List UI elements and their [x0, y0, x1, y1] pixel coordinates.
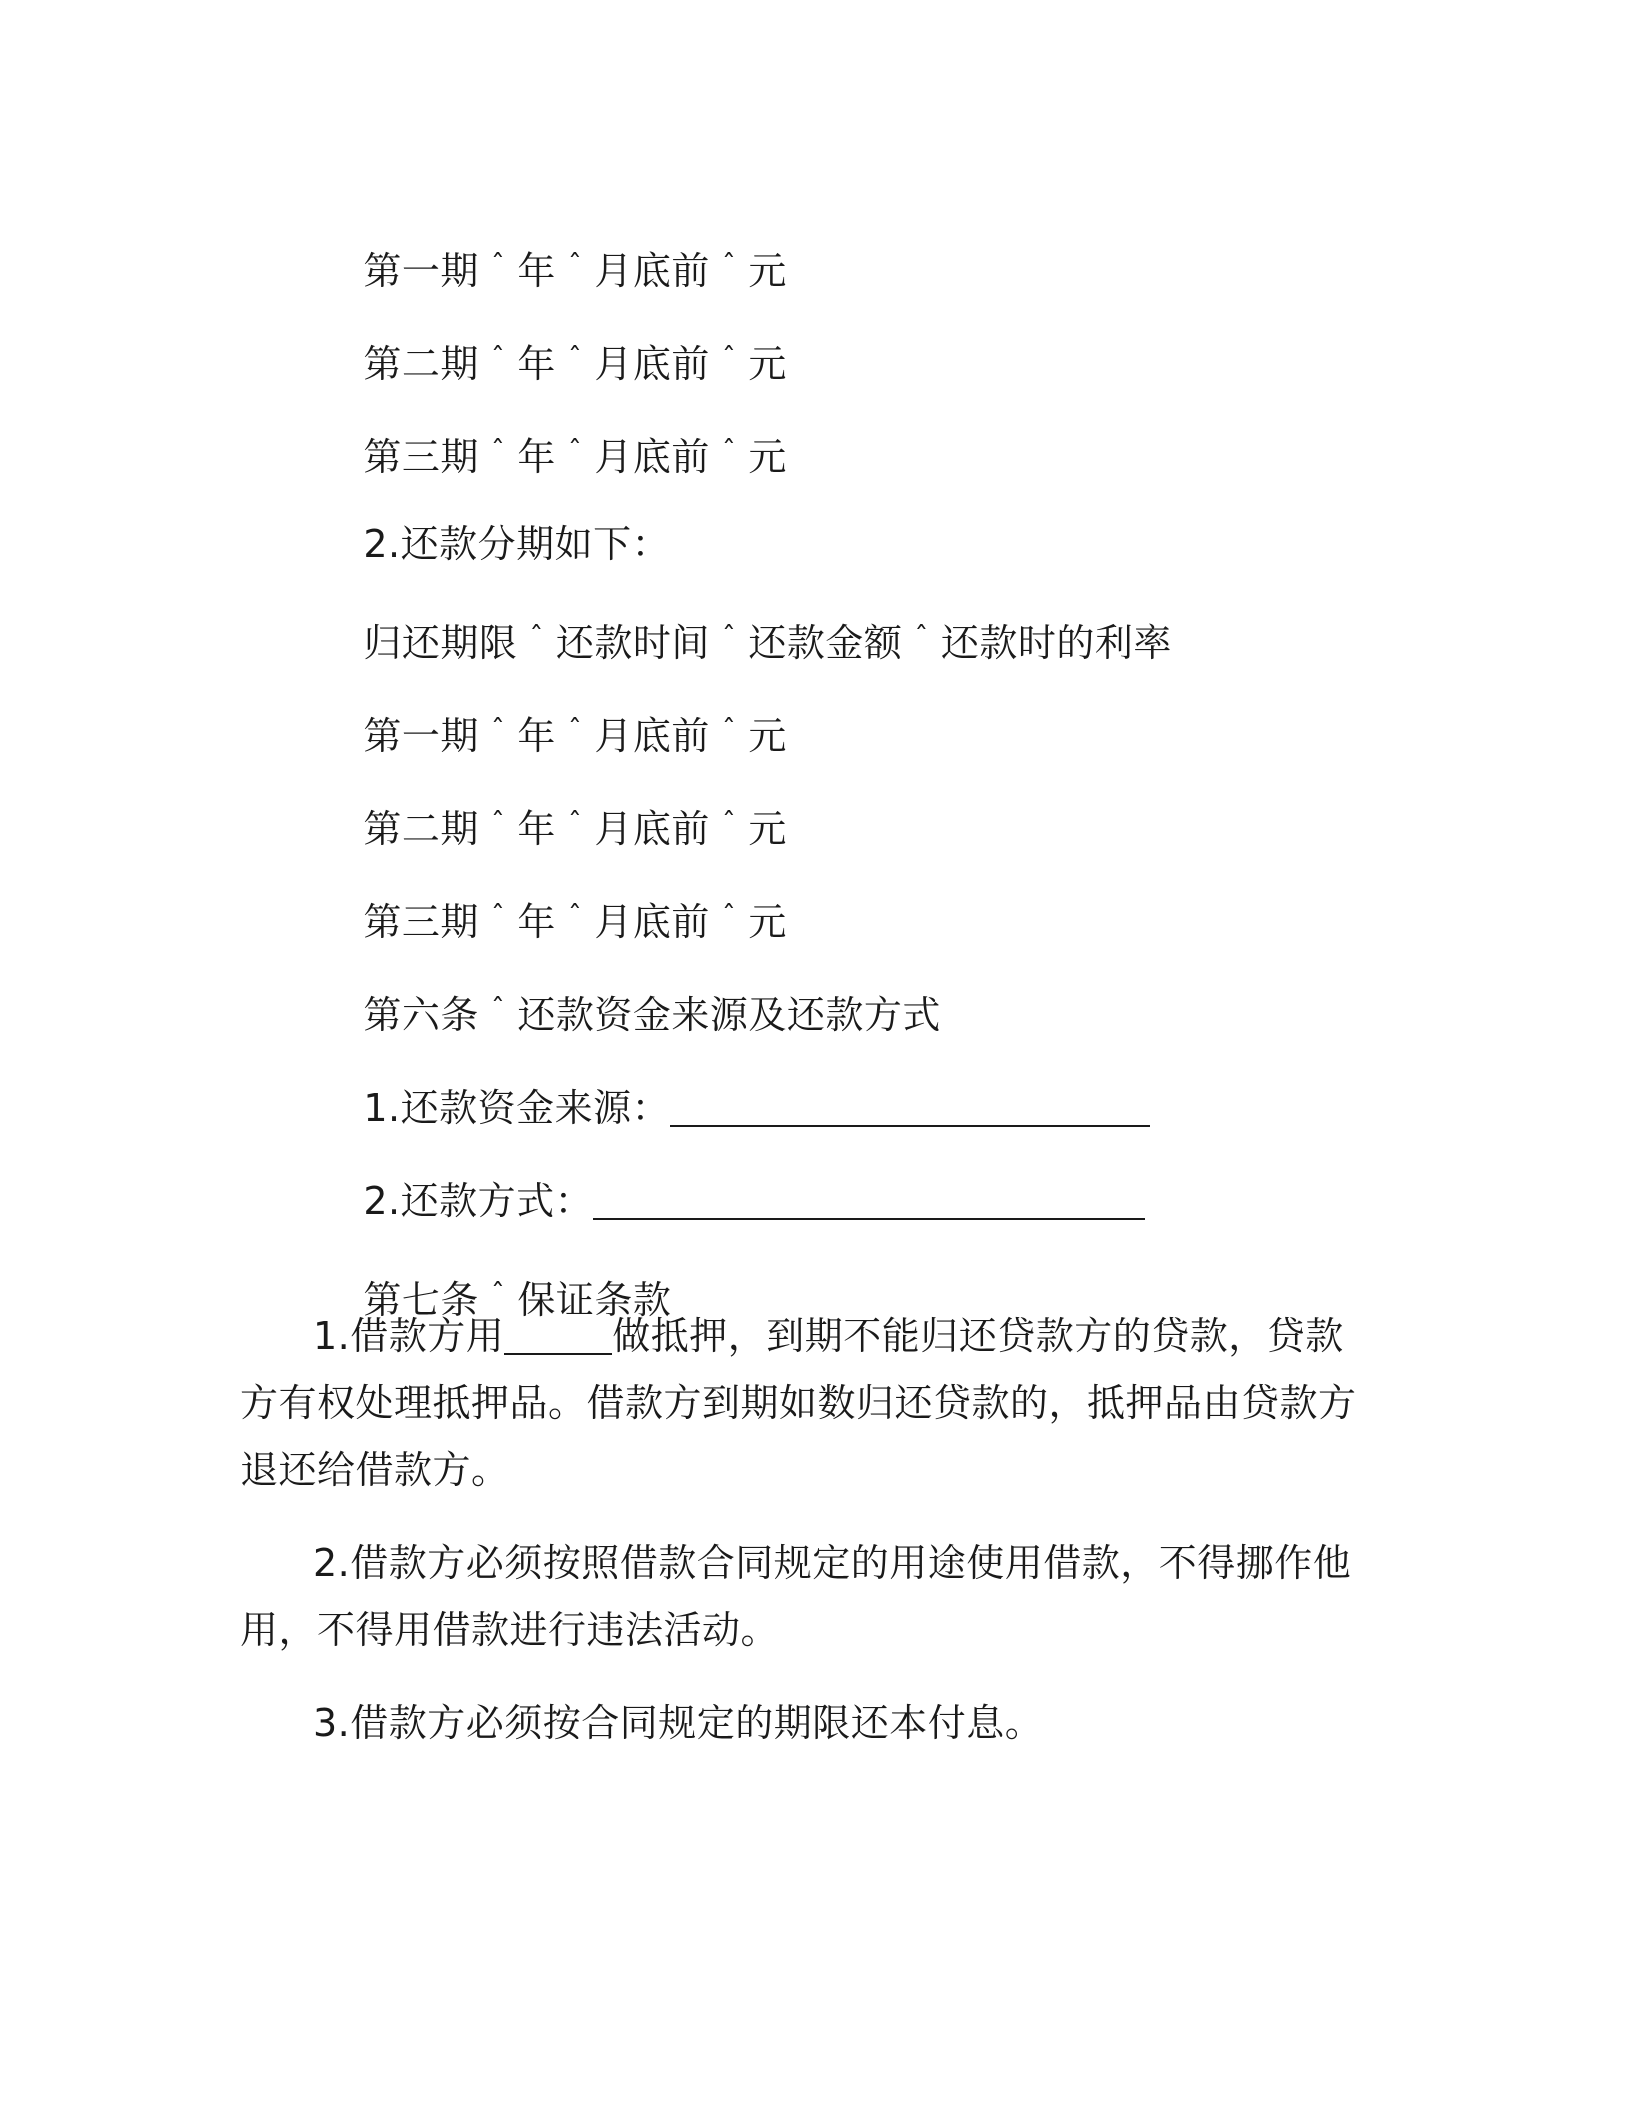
clause-1-paragraph: [240, 1303, 1380, 1504]
line-text: 第一期: [363, 249, 479, 293]
line-text: 保证条款: [517, 1278, 672, 1322]
line-text: 2.还款方式：: [363, 1179, 594, 1223]
line-text: 月底前: [594, 807, 710, 851]
line-text: 还款时间: [555, 621, 710, 665]
clause-text: 做抵押，到期不能归还贷款方的贷款，贷款方有权处理抵押品。借款方到期如数归还贷款的，抵押品由贷款方退还给借款方。: [240, 1314, 1357, 1492]
caret-mark: ˆ: [721, 806, 737, 839]
caret-mark: ˆ: [567, 434, 583, 467]
line-text: 年: [517, 714, 556, 758]
line-text: 第三期: [363, 435, 479, 479]
line-text: 还款时的利率: [940, 621, 1172, 665]
caret-mark: ˆ: [490, 434, 506, 467]
line-text: 还款资金来源及还款方式: [517, 993, 941, 1037]
line-text: 2.还款分期如下：: [363, 522, 671, 566]
line-text: 元: [748, 714, 787, 758]
caret-mark: ˆ: [721, 713, 737, 746]
line-text: 月底前: [594, 435, 710, 479]
fill-in-blank[interactable]: [670, 1085, 1150, 1127]
line-text: 第二期: [363, 342, 479, 386]
caret-mark: ˆ: [721, 248, 737, 281]
line-text: 第六条: [363, 993, 479, 1037]
caret-mark: ˆ: [567, 899, 583, 932]
caret-mark: ˆ: [721, 899, 737, 932]
caret-mark: ˆ: [490, 992, 506, 1025]
line-text: 年: [517, 435, 556, 479]
caret-mark: ˆ: [490, 341, 506, 374]
line-text: 第二期: [363, 807, 479, 851]
line-text: 年: [517, 249, 556, 293]
caret-mark: ˆ: [567, 248, 583, 281]
clause-text: 1.借款方用: [313, 1314, 505, 1358]
line-text: 元: [748, 807, 787, 851]
line-text: 年: [517, 900, 556, 944]
caret-mark: ˆ: [721, 620, 737, 653]
caret-mark: ˆ: [490, 1277, 506, 1310]
line-text: 第七条: [363, 1278, 479, 1322]
fill-in-blank[interactable]: [593, 1178, 1145, 1220]
line-text: 月底前: [594, 900, 710, 944]
line-text: 元: [748, 342, 787, 386]
clause-3-paragraph: [240, 1690, 1380, 1757]
line-text: 归还期限: [363, 621, 518, 665]
line-text: 1.还款资金来源：: [363, 1086, 671, 1130]
caret-mark: ˆ: [490, 899, 506, 932]
line-text: 第一期: [363, 714, 479, 758]
caret-mark: ˆ: [721, 341, 737, 374]
caret-mark: ˆ: [567, 341, 583, 374]
clause-text: 3.借款方必须按合同规定的期限还本付息。: [313, 1701, 1044, 1745]
caret-mark: ˆ: [721, 434, 737, 467]
caret-mark: ˆ: [490, 248, 506, 281]
caret-mark: ˆ: [490, 806, 506, 839]
line-text: 年: [517, 807, 556, 851]
line-text: 月底前: [594, 714, 710, 758]
line-text: 元: [748, 249, 787, 293]
caret-mark: ˆ: [529, 620, 544, 653]
line-text: 年: [517, 342, 556, 386]
caret-mark: ˆ: [567, 713, 583, 746]
clause-2-paragraph: [240, 1530, 1380, 1664]
line-text: 第三期: [363, 900, 479, 944]
line-text: 元: [748, 900, 787, 944]
line-text: 月底前: [594, 249, 710, 293]
line-text: 月底前: [594, 342, 710, 386]
line-text: 元: [748, 435, 787, 479]
caret-mark: ˆ: [914, 620, 929, 653]
caret-mark: ˆ: [490, 713, 506, 746]
clause-text: 2.借款方必须按照借款合同规定的用途使用借款，不得挪作他用，不得用借款进行违法活动。: [240, 1541, 1352, 1652]
line-text: 还款金额: [748, 621, 903, 665]
caret-mark: ˆ: [567, 806, 583, 839]
fill-in-blank[interactable]: [504, 1313, 612, 1355]
